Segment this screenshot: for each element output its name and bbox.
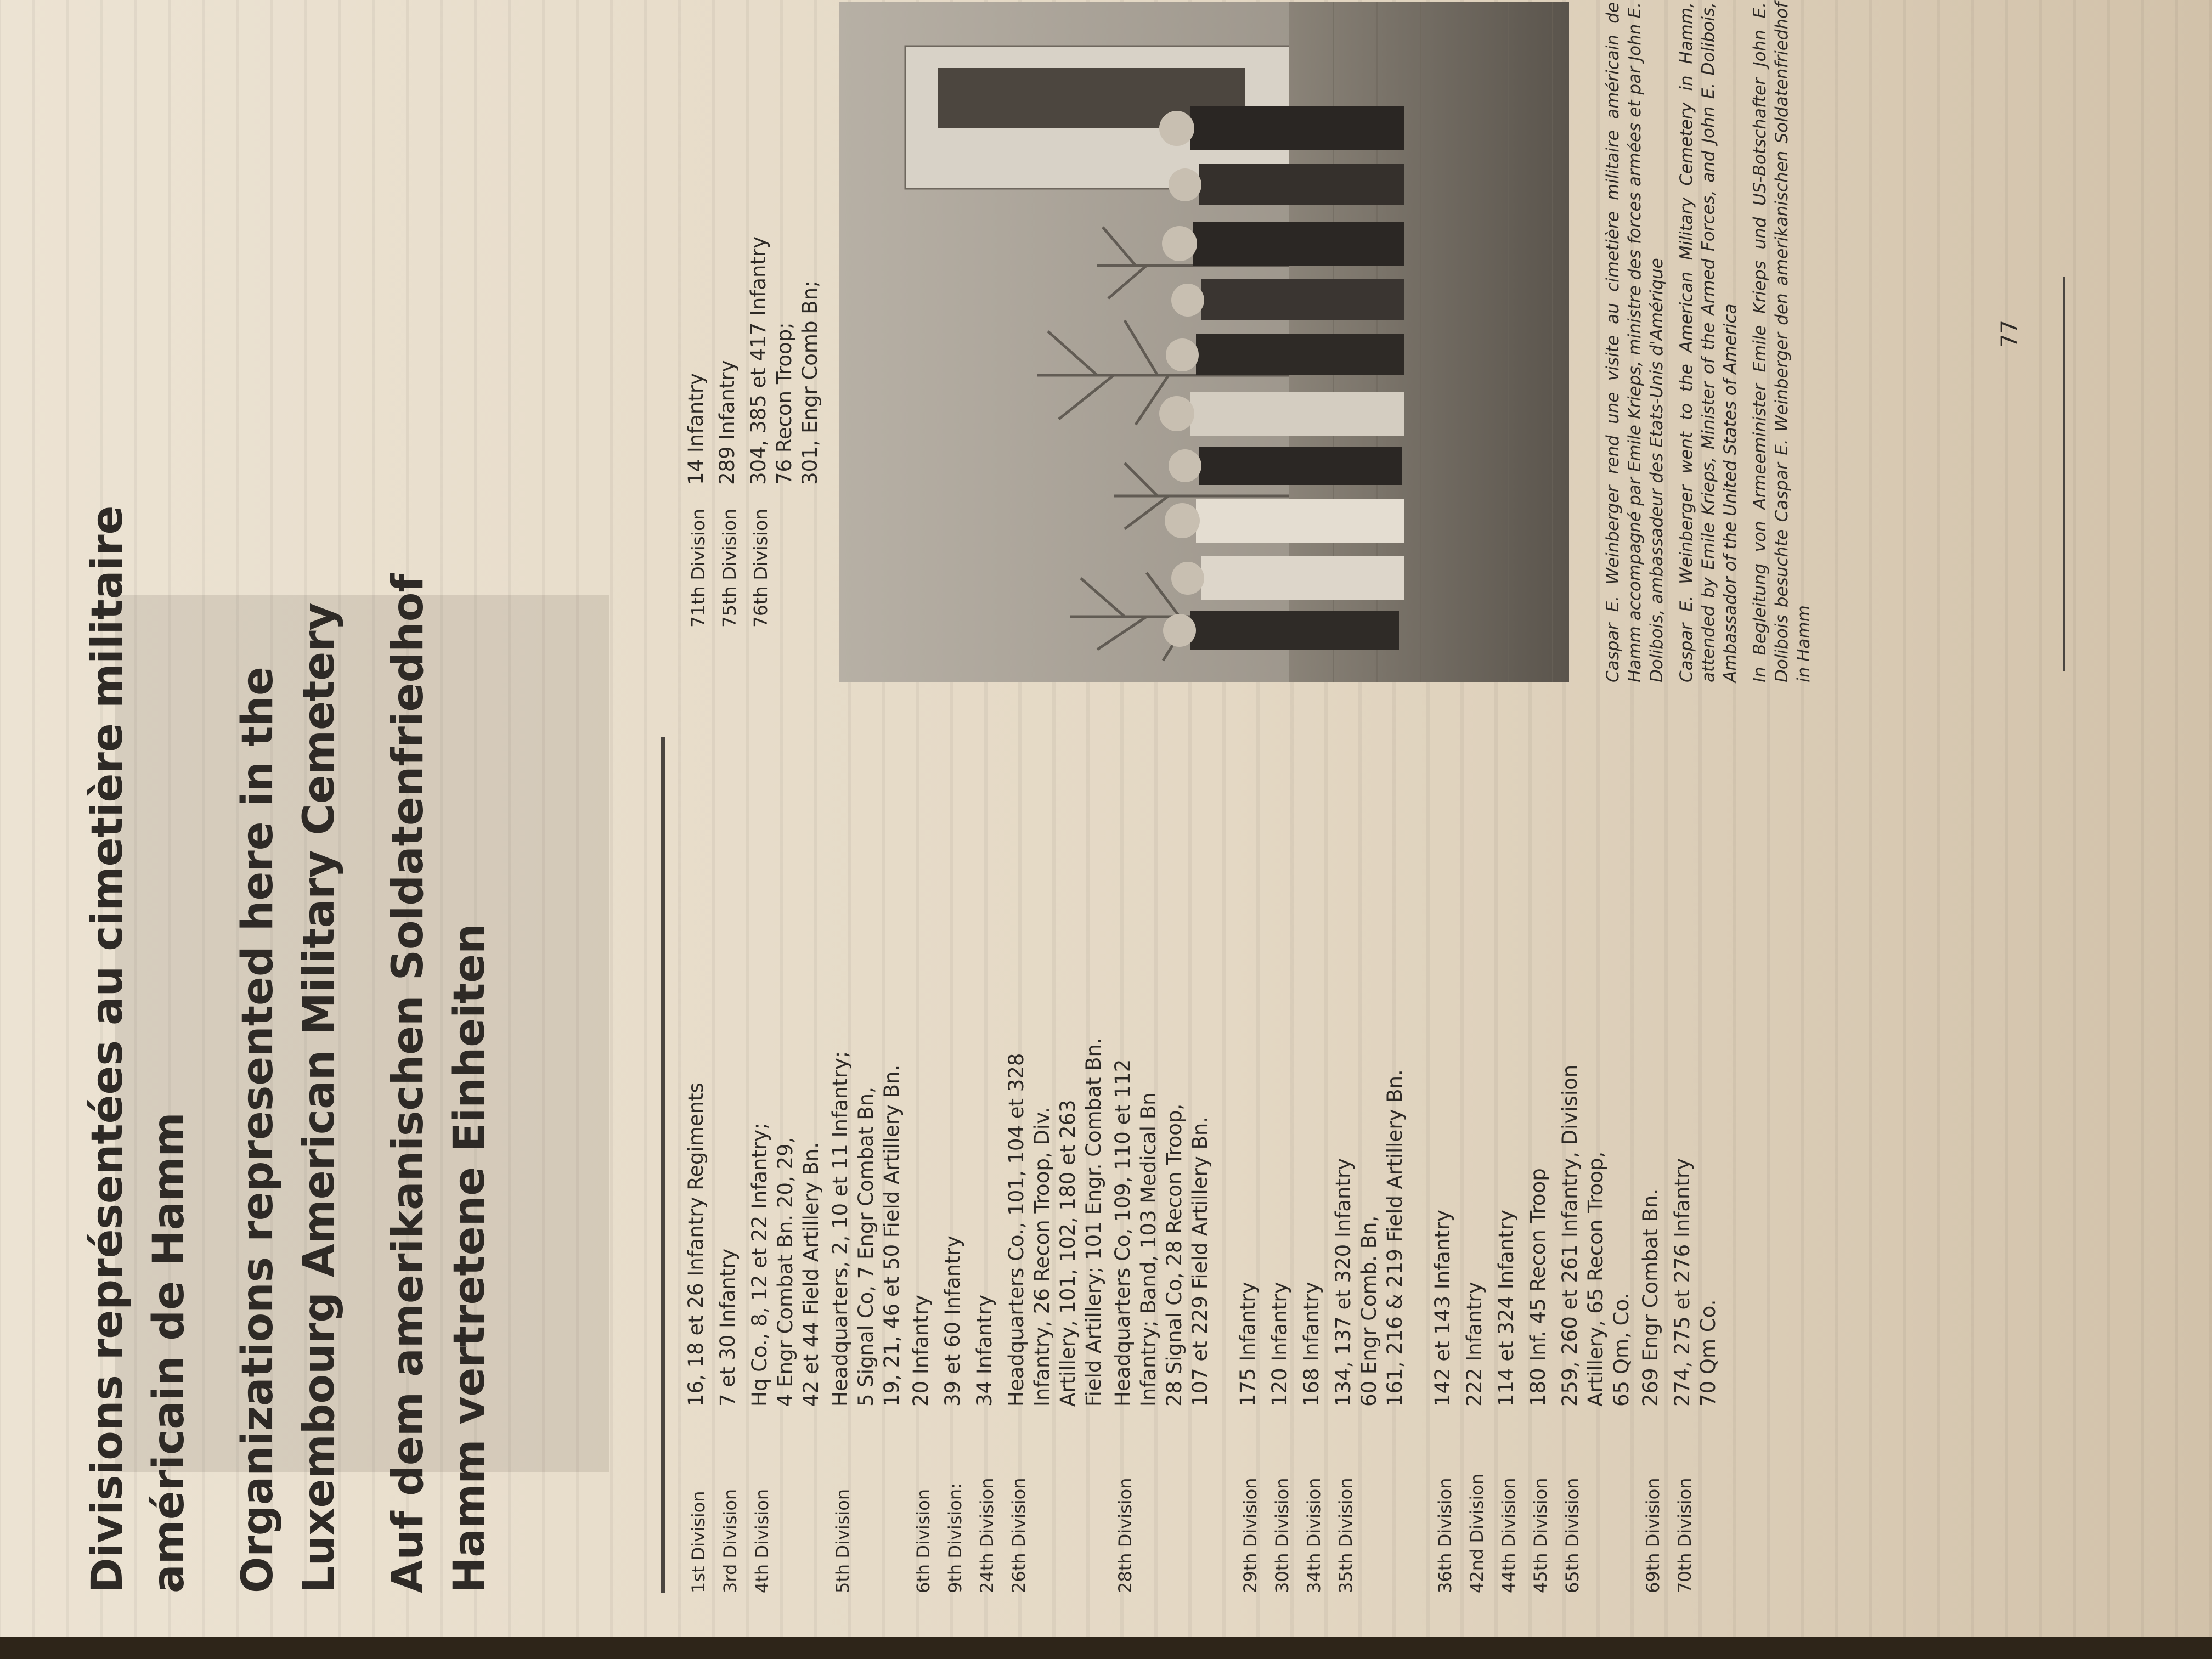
unit-line: Artillery, 65 Recon Troop, [1584, 1151, 1607, 1407]
unit-line: 28 Signal Co, 28 Recon Troop, [1163, 1103, 1186, 1407]
page-number: 77 [1997, 320, 2022, 348]
division-name: 34th Division [1304, 1477, 1324, 1593]
division-name: 9th Division: [945, 1483, 966, 1593]
caption-german: In Begleitung von Armeeminister Emile Krieps und US-Botschafter John E. Dolibois besuchte Caspar E. Weinberger den amerikanischen Soldatenfriedhof in Hamm [1750, 2, 1814, 682]
unit-line: Headquarters Co, 109, 110 et 112 [1111, 1059, 1135, 1407]
title-english-line-1: Organizations represented here in the [233, 667, 283, 1593]
list-item [972, 737, 1000, 1593]
unit-line: 76 Recon Troop; [772, 322, 796, 485]
division-name: 36th Division [1435, 1477, 1455, 1593]
unit-line: Artillery, 101, 102, 180 et 263 [1056, 1099, 1080, 1407]
division-name: 42nd Division [1466, 1473, 1487, 1593]
list-item [1003, 737, 1107, 1593]
division-list-right [683, 24, 826, 628]
division-name: 6th Division [913, 1488, 934, 1593]
unit-line: 114 et 324 Infantry [1494, 1210, 1518, 1407]
unit-line: Field Artillery; 101 Engr. Combat Bn. [1082, 1037, 1105, 1407]
list-item [1669, 737, 1721, 1593]
division-name: 65th Division [1562, 1477, 1583, 1593]
unit-line: 70 Qm Co. [1696, 1299, 1720, 1407]
unit-line: Headquarters Co., 101, 104 et 328 [1005, 1053, 1028, 1407]
division-name: 4th Division [752, 1488, 772, 1593]
unit-line: 5 Signal Co, 7 Engr Combat Bn, [854, 1087, 878, 1407]
unit-line: Hq Co., 8, 12 et 22 Infantry; [748, 1122, 771, 1407]
unit-line: 269 Engr Combat Bn. [1639, 1188, 1662, 1407]
list-item [683, 737, 712, 1593]
division-name: 45th Division [1530, 1477, 1551, 1593]
title-french-line-2: américain de Hamm [144, 1112, 194, 1593]
list-item [940, 737, 968, 1593]
division-name: 29th Division [1240, 1477, 1261, 1593]
footer-rule [2063, 276, 2065, 672]
unit-line: Infantry; Band, 103 Medical Bn [1137, 1092, 1160, 1407]
unit-line: 39 et 60 Infantry [941, 1235, 964, 1407]
list-item [1299, 737, 1327, 1593]
list-item [746, 24, 823, 628]
division-name: 71th Division [687, 508, 709, 628]
division-name: 70th Division [1674, 1477, 1695, 1593]
unit-line: 14 Infantry [684, 373, 708, 485]
title-english-line-2: Luxembourg American Military Cemetery [295, 602, 344, 1593]
list-item [1638, 737, 1666, 1593]
cemetery-photo [839, 2, 1569, 682]
unit-line: 42 et 44 Field Artillery Bn. [799, 1142, 823, 1407]
photo-illustration [839, 2, 1569, 682]
division-name: 28th Division [1115, 1477, 1136, 1593]
unit-line: 20 Infantry [909, 1295, 933, 1407]
list-item [1430, 737, 1458, 1593]
unit-line: 120 Infantry [1268, 1282, 1291, 1407]
unit-line: 34 Infantry [973, 1295, 996, 1407]
title-english [227, 68, 350, 1593]
unit-line: 142 et 143 Infantry [1431, 1210, 1454, 1407]
list-item [1525, 737, 1554, 1593]
list-item [714, 24, 742, 628]
division-name: 30th Division [1272, 1477, 1293, 1593]
unit-line: 289 Infantry [715, 360, 739, 485]
title-german-line-1: Auf dem amerikanischen Soldatenfriedhof [383, 573, 433, 1593]
unit-line: 16, 18 et 26 Infantry Regiments [684, 1082, 708, 1407]
unit-line: 19, 21, 46 et 50 Field Artillery Bn. [880, 1064, 904, 1407]
unit-line: 274, 275 et 276 Infantry [1671, 1158, 1694, 1407]
division-name: 26th Division [1008, 1477, 1029, 1593]
list-item [1493, 737, 1522, 1593]
title-german [377, 68, 500, 1593]
photo-captions [1602, 2, 1822, 682]
list-item [1557, 737, 1634, 1593]
unit-line: 161, 216 & 219 Field Artillery Bn. [1383, 1069, 1407, 1407]
unit-line: 60 Engr Comb. Bn, [1357, 1215, 1381, 1407]
list-item [908, 737, 936, 1593]
unit-line: 168 Infantry [1300, 1282, 1323, 1407]
list-item [1235, 737, 1263, 1593]
title-group [77, 68, 528, 1593]
division-name: 1st Division [688, 1491, 709, 1593]
unit-line: 301, Engr Comb Bn; [798, 280, 822, 485]
list-item [1330, 737, 1408, 1593]
unit-line: 65 Qm, Co. [1610, 1293, 1633, 1407]
unit-line: 180 Inf. 45 Recon Troop [1526, 1168, 1550, 1407]
title-french [77, 68, 200, 1593]
title-german-line-2: Hamm vertretene Einheiten [445, 923, 494, 1593]
list-item [1462, 737, 1490, 1593]
unit-line: 4 Engr Combat Bn. 20, 29, [774, 1137, 797, 1407]
caption-english: Caspar E. Weinberger went to the American Military Cemetery in Hamm, attended by Emile Krieps, Minister of the Armed Forces, and John E. Dolibois, Ambassador of the United States of America [1677, 2, 1740, 682]
unit-line: 7 et 30 Infantry [716, 1248, 740, 1407]
list-item [747, 737, 824, 1593]
division-list-left [683, 737, 1724, 1593]
unit-line: Infantry, 26 Recon Troop, Div. [1030, 1107, 1054, 1407]
unit-line: 304, 385 et 417 Infantry [747, 236, 770, 485]
unit-line: 107 et 229 Field Artillery Bn. [1188, 1116, 1212, 1407]
division-name: 24th Division [977, 1477, 997, 1593]
division-name: 5th Division [832, 1488, 853, 1593]
division-name: 3rd Division [720, 1488, 741, 1593]
unit-line: 222 Infantry [1463, 1282, 1486, 1407]
title-rule [661, 737, 665, 1593]
list-item [683, 24, 711, 628]
division-name: 44th Division [1498, 1477, 1519, 1593]
unit-line: 134, 137 et 320 Infantry [1331, 1158, 1355, 1407]
caption-french: Caspar E. Weinberger rend une visite au cimetière militaire américain de Hamm accompagné par Emile Krieps, ministre des forces armées et par John E. Dolibois, ambassadeur des Etats-Unis d'Amérique [1603, 2, 1667, 682]
division-name: 69th Division [1643, 1477, 1663, 1593]
division-name: 35th Division [1335, 1477, 1356, 1593]
division-name: 76th Division [750, 508, 771, 628]
list-item [1267, 737, 1295, 1593]
division-name: 75th Division [719, 508, 740, 628]
list-item [1110, 737, 1213, 1593]
unit-line: 259, 260 et 261 Infantry, Division [1558, 1064, 1582, 1407]
unit-line: Headquarters, 2, 10 et 11 Infantry; [828, 1051, 852, 1407]
list-item [715, 737, 743, 1593]
unit-line: 175 Infantry [1236, 1282, 1260, 1407]
title-french-line-1: Divisions représentées au cimetière militaire [83, 505, 132, 1593]
list-item [827, 737, 905, 1593]
